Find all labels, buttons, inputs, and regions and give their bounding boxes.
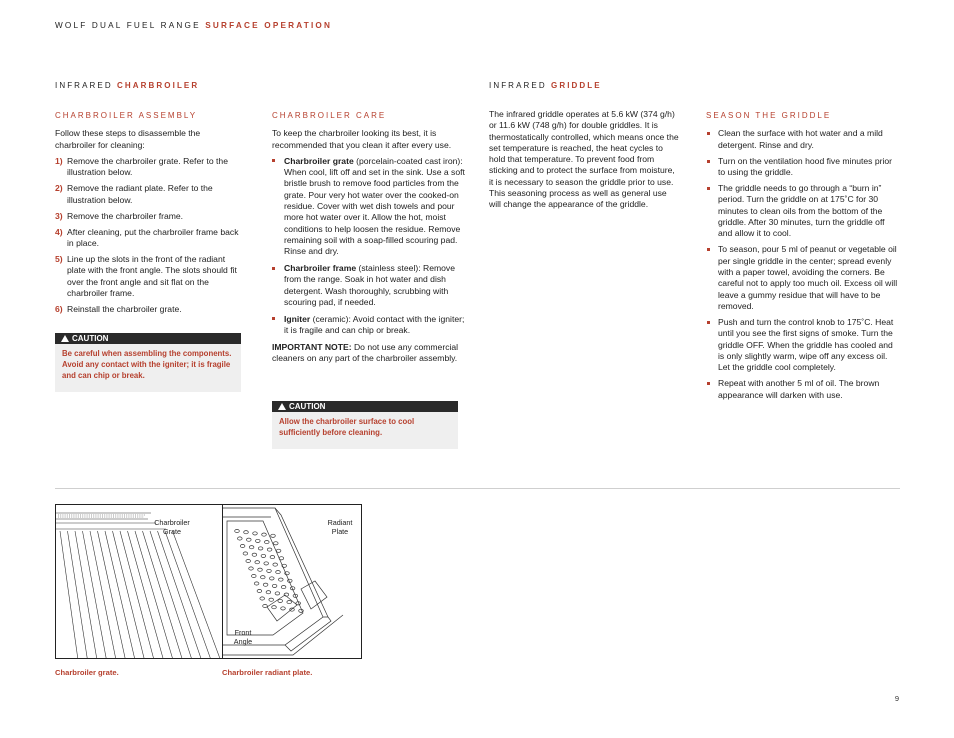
- assembly-column: [55, 110, 243, 320]
- plate-hole: [252, 574, 257, 577]
- season-step-text: Push and turn the control knob to 175˚C. Heat until you see the first signs of smoke. Turn the griddle OFF. When the griddle has cooled and is only slightly warm, wipe off any excess oil. Let the griddle cool completely.: [718, 316, 894, 373]
- season-heading: SEASON THE GRIDDLE: [706, 111, 832, 120]
- season-step: [706, 156, 901, 179]
- plate-hole: [267, 548, 272, 551]
- care-item-term: Charbroiler frame: [284, 263, 357, 274]
- season-column: [706, 110, 901, 406]
- step-number: 5): [55, 254, 63, 265]
- caution-text: Allow the charbroiler surface to cool sufficiently before cleaning.: [279, 417, 415, 437]
- figure-radiant-plate: [222, 504, 362, 659]
- plate-hole: [270, 577, 275, 580]
- grate-bar: [68, 531, 88, 659]
- plate-hole: [258, 547, 263, 550]
- grate-illustration: [56, 505, 224, 659]
- assembly-intro: Follow these steps to disassemble the charbroiler for cleaning:: [55, 128, 201, 150]
- bullet-icon: [707, 248, 710, 251]
- care-intro: To keep the charbroiler looking its best, it is recommended that you clean it after every use.: [272, 128, 452, 150]
- assembly-heading: CHARBROILER ASSEMBLY: [55, 111, 198, 120]
- plate-hole: [287, 601, 292, 604]
- plate-hole: [243, 552, 248, 555]
- plate-hole: [267, 569, 272, 572]
- bullet-icon: [272, 267, 275, 270]
- plate-hole: [257, 589, 262, 592]
- assembly-step: [55, 227, 243, 250]
- plate-hole: [275, 592, 280, 595]
- griddle-column: [489, 109, 679, 211]
- care-items: [272, 156, 467, 336]
- charbroiler-title-prefix: INFRARED: [55, 81, 113, 90]
- care-item: [272, 314, 467, 337]
- care-heading: CHARBROILER CARE: [272, 111, 387, 120]
- plate-hole: [276, 549, 281, 552]
- plate-hole: [290, 608, 295, 611]
- bullet-icon: [707, 382, 710, 385]
- plate-hole: [263, 604, 268, 607]
- step-number: 3): [55, 210, 63, 221]
- care-item-term: Igniter: [284, 313, 311, 324]
- plate-hole: [270, 556, 275, 559]
- plate-hole: [262, 533, 267, 536]
- caution-text: Be careful when assembling the components. Avoid any contact with the igniter; it is fragile and can chip or break.: [62, 349, 232, 380]
- plate-hole: [249, 567, 254, 570]
- plate-hole: [272, 606, 277, 609]
- plate-hole: [265, 541, 270, 544]
- season-items: [706, 128, 901, 401]
- care-item-text: (stainless steel): Remove from the range. Soak in hot water and dish detergent. Wash thoroughly, scrubbing with scouring pad, if needed.: [284, 263, 455, 307]
- bullet-icon: [272, 317, 275, 320]
- step-text: Line up the slots in the front of the radiant plate with the front angle. The slots should fit over the front angle and sit flat on the charbroiler frame.: [67, 254, 237, 299]
- plate-hole: [255, 561, 260, 564]
- assembly-step: [55, 211, 243, 222]
- assembly-caution-box: [55, 333, 241, 392]
- warning-icon: [61, 335, 69, 342]
- plate-hole: [249, 546, 254, 549]
- step-number: 2): [55, 183, 63, 194]
- charbroiler-section-title: [55, 80, 199, 91]
- season-step: [706, 183, 901, 239]
- charbroiler-title-highlight: CHARBROILER: [117, 81, 200, 90]
- assembly-steps: [55, 156, 243, 316]
- step-text: Remove the charbroiler frame.: [67, 210, 184, 221]
- bullet-icon: [707, 132, 710, 135]
- plate-hole: [272, 584, 277, 587]
- note-label: IMPORTANT NOTE:: [272, 341, 352, 352]
- care-item-text: (porcelain-coated cast iron): When cool, lift off and set in the sink. Use a soft bristle brush to remove food particles from the grate. Pour very hot water over the cooked-on residue. Cover with wet dish towels and pour more hot water over it. Allow the hot, moist conditions to help loosen the residue. Remove remaining soil with a soap-filled scouring pad. Rinse and dry.: [284, 155, 465, 257]
- plate-hole: [240, 544, 245, 547]
- step-text: Reinstall the charbroiler grate.: [67, 304, 182, 315]
- care-caution-box: [272, 401, 458, 449]
- plate-hole: [269, 598, 274, 601]
- plate-hole: [261, 576, 266, 579]
- plate-hole: [235, 529, 240, 532]
- plate-hole: [279, 557, 284, 560]
- step-text: Remove the radiant plate. Refer to the illustration below.: [67, 183, 213, 205]
- assembly-step: [55, 304, 243, 315]
- care-item-text: (ceramic): Avoid contact with the igniter; it is fragile and can chip or break.: [284, 313, 465, 336]
- bullet-icon: [272, 159, 275, 162]
- plate-hole: [299, 609, 304, 612]
- plate-hole: [281, 586, 286, 589]
- bullet-icon: [707, 187, 710, 190]
- front-angle-line1: Front: [234, 628, 252, 637]
- plate-hole: [253, 532, 258, 535]
- plate-hole: [263, 583, 268, 586]
- season-step: [706, 128, 901, 151]
- care-column: [272, 110, 467, 364]
- grate-bar: [128, 531, 164, 659]
- grate-label: [148, 518, 196, 536]
- plate-hole: [256, 539, 261, 542]
- assembly-step: [55, 156, 243, 179]
- plate-hole: [266, 591, 271, 594]
- step-number: 1): [55, 155, 63, 166]
- plate-hole: [261, 554, 266, 557]
- plate-hole: [271, 534, 276, 537]
- figure-charbroiler-grate: [55, 504, 224, 659]
- plate-hole: [279, 578, 284, 581]
- header-prefix: WOLF DUAL FUEL RANGE: [55, 21, 201, 30]
- step-text: Remove the charbroiler grate. Refer to the illustration below.: [67, 155, 228, 178]
- note-text: Do not use any commercial cleaners on any part of the charbroiler assembly.: [272, 341, 459, 364]
- plate-label-line1: Radiant: [327, 518, 353, 527]
- season-step-text: Repeat with another 5 ml of oil. The brown appearance will darken with use.: [718, 378, 880, 400]
- header-section: SURFACE OPERATION: [205, 21, 333, 30]
- front-angle-line2: Angle: [233, 637, 253, 646]
- griddle-title-highlight: GRIDDLE: [551, 81, 602, 90]
- season-step-text: The griddle needs to go through a “burn in” period. Turn the griddle on at 175˚C for 30 minutes to clean oils from the bottom of the griddle. After 30 minutes, turn the griddle off and allow it to cool.: [718, 183, 885, 239]
- grate-bar: [165, 531, 211, 659]
- plate-hole: [264, 562, 269, 565]
- season-step: [706, 378, 901, 401]
- plate-hole: [281, 607, 286, 610]
- season-step: [706, 244, 901, 312]
- plate-label: [320, 518, 360, 536]
- care-item: [272, 156, 467, 258]
- plate-hole: [278, 599, 283, 602]
- important-note: [272, 342, 467, 365]
- season-step-text: Clean the surface with hot water and a mild detergent. Rinse and dry.: [718, 128, 883, 150]
- step-number: 6): [55, 304, 63, 315]
- caption-plate: Charbroiler radiant plate.: [222, 668, 313, 677]
- grate-bar: [113, 531, 145, 659]
- season-step-text: To season, pour 5 ml of peanut or vegetable oil per single griddle in the center; spread evenly with a paper towel, avoiding the corners. Be careful not to apply too much oil. Excess oil will leave a gummy residue that will have to be removed.: [718, 244, 898, 311]
- plate-hole: [260, 597, 265, 600]
- grate-bar: [120, 531, 154, 659]
- plate-hole: [238, 537, 243, 540]
- grate-bar: [60, 531, 78, 659]
- griddle-intro: The infrared griddle operates at 5.6 kW (374 g/h) or 11.6 kW (748 g/h) for double griddles. It is thermostatically controlled, which means once the set temperature is reached, the heat cycles to hold that temperature. To prevent food from sticking and to protect the surface from moisture, it is necessary to season the griddle prior to use. This seasoning process as well as general use will change the appearance of the griddle.: [489, 109, 679, 210]
- grate-label-line1: Charbroiler: [154, 518, 190, 527]
- grate-bar: [150, 531, 192, 659]
- plate-hole: [276, 571, 281, 574]
- grate-label-line2: Grate: [163, 527, 181, 536]
- assembly-step: [55, 183, 243, 206]
- grate-bar: [105, 531, 135, 659]
- plate-hole: [246, 559, 251, 562]
- care-item: [272, 263, 467, 308]
- caution-label: CAUTION: [72, 333, 109, 343]
- plate-hole: [252, 553, 257, 556]
- grate-bar: [173, 531, 221, 659]
- care-item-term: Charbroiler grate: [284, 155, 354, 166]
- grate-bar: [135, 531, 173, 659]
- caution-bar: [272, 401, 458, 412]
- grate-bar: [98, 531, 126, 659]
- griddle-section-title: [489, 80, 602, 91]
- plate-hole: [273, 563, 278, 566]
- step-text: After cleaning, put the charbroiler frame back in place.: [67, 226, 239, 249]
- plate-hole: [247, 538, 252, 541]
- bullet-icon: [707, 160, 710, 163]
- warning-icon: [278, 403, 286, 410]
- front-angle-label: [225, 628, 261, 646]
- caution-bar: [55, 333, 241, 344]
- caution-label: CAUTION: [289, 401, 326, 411]
- page-number: 9: [894, 694, 899, 703]
- step-number: 4): [55, 226, 63, 237]
- plate-hole: [274, 542, 279, 545]
- plate-label-line2: Plate: [331, 527, 349, 536]
- griddle-title-prefix: INFRARED: [489, 81, 547, 90]
- plate-hole: [244, 531, 249, 534]
- divider: [55, 488, 900, 489]
- assembly-step: [55, 254, 243, 299]
- running-header: [55, 20, 332, 31]
- plate-hole: [254, 582, 259, 585]
- bullet-icon: [707, 321, 710, 324]
- season-step-text: Turn on the ventilation hood five minutes prior to using the griddle.: [718, 155, 893, 177]
- caption-grate: Charbroiler grate.: [55, 668, 119, 677]
- season-step: [706, 317, 901, 373]
- plate-hole: [258, 568, 263, 571]
